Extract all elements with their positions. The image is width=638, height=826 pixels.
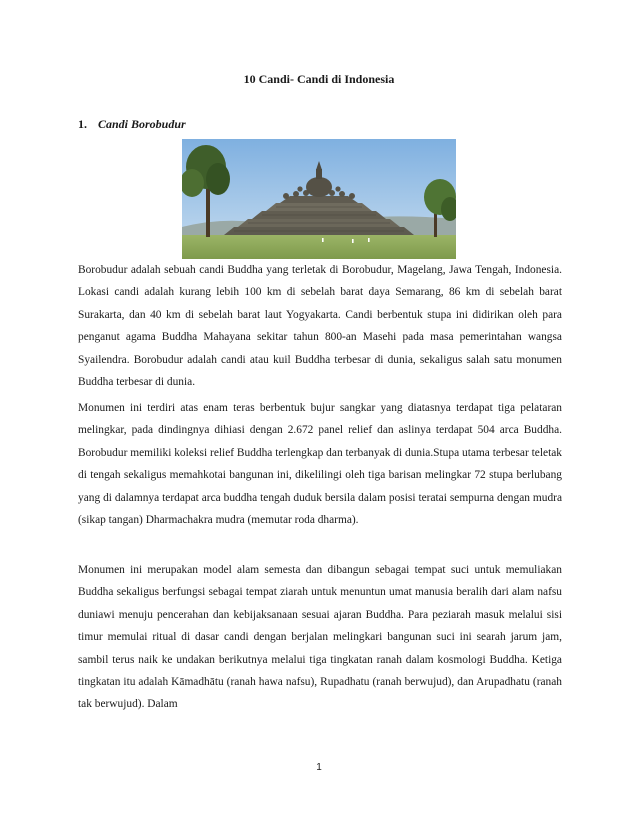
paragraph-2: Monumen ini terdiri atas enam teras berbentuk bujur sangkar yang diatasnya terdapat tiga pelataran melingkar, pada dindingnya dihiasi dengan 2.672 panel relief dan aslinya terdapat 504 arca Buddha. Borobudur memiliki koleksi relief Buddha terlengkap dan terbanyak di dunia.Stupa utama terbesar teletak di tengah sekaligus memahkotai bangunan ini, dikelilingi oleh tiga barisan melingkar 72 stupa berlubang yang di dalamnya terdapat arca buddha tengah duduk bersila dalam posisi teratai sempurna dengan mudra (sikap tangan) Dharmachakra mudra (memutar roda dharma). bbox=[78, 402, 562, 527]
paragraph-1: Borobudur adalah sebuah candi Buddha yang terletak di Borobudur, Magelang, Jawa Tengah, Indonesia. Lokasi candi adalah kurang lebih 100 km di sebelah barat daya Semarang, 86 km di sebelah barat Surakarta, dan 40 km di sebelah barat laut Yogyakarta. Candi berbentuk stupa ini didirikan oleh para penganut agama Buddha Mahayana sekitar tahun 800-an Masehi pada masa pemerintahan wangsa Syailendra. Borobudur adalah candi atau kuil Buddha terbesar di dunia, sekaligus salah satu monumen Buddha terbesar di dunia. bbox=[78, 264, 562, 389]
document-title: 10 Candi- Candi di Indonesia bbox=[243, 72, 395, 86]
section-number: 1. bbox=[78, 117, 87, 131]
section-heading bbox=[78, 117, 186, 132]
section-name: Candi Borobudur bbox=[98, 117, 186, 131]
paragraph-3: Monumen ini merupakan model alam semesta dan dibangun sebagai tempat suci untuk memuliakan Buddha sekaligus berfungsi sebagai tempat ziarah untuk menuntun umat manusia beralih dari alam nafsu duniawi menuju pencerahan dan kebijaksanaan sesuai ajaran Buddha. Para peziarah masuk melalui sisi timur memulai ritual di dasar candi dengan berjalan melingkari bangunan suci ini searah jarum jam, sambil terus naik ke undakan berikutnya melalui tiga tingkatan ranah dalam kosmologi Buddha. Ketiga tingkatan itu adalah Kāmadhātu (ranah hawa nafsu), Rupadhatu (ranah berwujud), dan Arupadhatu (ranah tak berwujud). Dalam bbox=[78, 564, 562, 711]
page-number: 1 bbox=[316, 762, 322, 773]
borobudur-photo bbox=[182, 139, 456, 259]
